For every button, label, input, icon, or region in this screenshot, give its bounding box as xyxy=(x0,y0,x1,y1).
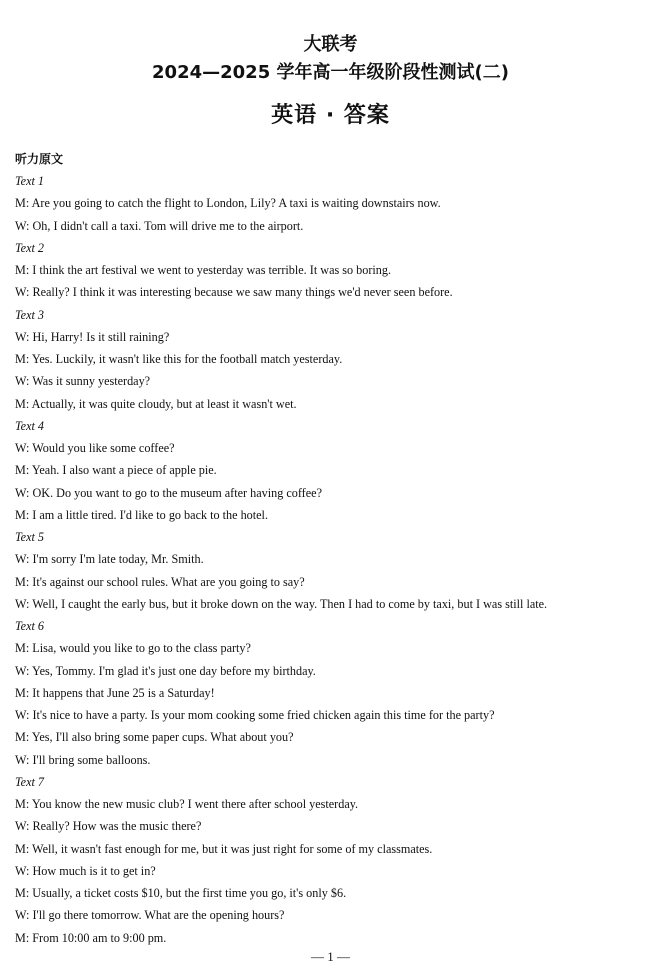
text-section-header: Text 7 xyxy=(15,774,45,789)
text-section-header: Text 3 xyxy=(15,307,45,322)
dialogue-line: M: Usually, a ticket costs $10, but the first time you go, it's only $6. xyxy=(15,886,347,900)
dialogue-line: W: Really? How was the music there? xyxy=(15,819,202,834)
dialogue-line: M: I think the art festival we went to yesterday was terrible. It was so boring. xyxy=(15,263,392,277)
dialogue-line: M: I am a little tired. I'd like to go back to the hotel. xyxy=(15,507,268,522)
dialogue-line: M: From 10:00 am to 9:00 pm. xyxy=(15,930,167,945)
dialogue-line: M: It happens that June 25 is a Saturday! xyxy=(15,685,215,700)
dialogue-line: M: Yes, I'll also bring some paper cups. What about you? xyxy=(15,730,294,745)
text-section-header: Text 4 xyxy=(15,418,45,433)
dialogue-line: W: Would you like some coffee? xyxy=(15,441,175,455)
dialogue-line: M: It's against our school rules. What are you going to say? xyxy=(15,574,305,589)
dialogue-line: M: Well, it wasn't fast enough for me, but it was just right for some of my classmates. xyxy=(15,841,433,856)
dialogue-line: W: OK. Do you want to go to the museum after having coffee? xyxy=(15,485,322,500)
text-section-header: Text 5 xyxy=(15,530,45,544)
dialogue-line: W: Yes, Tommy. I'm glad it's just one day before my birthday. xyxy=(15,663,316,678)
exam-title: 2024—2025 学年高一年级阶段性测试(二) xyxy=(152,62,509,83)
dialogue-line: W: Well, I caught the early bus, but it broke down on the way. Then I had to come by taxi, but I was still late. xyxy=(15,596,548,611)
dialogue-line: W: How much is it to get in? xyxy=(15,863,156,878)
text-section-header: Text 1 xyxy=(15,174,45,188)
dialogue-line: M: Yes. Luckily, it wasn't like this for the football match yesterday. xyxy=(15,352,343,366)
dialogue-line: W: Hi, Harry! Is it still raining? xyxy=(15,329,170,344)
section-title: 听力原文 xyxy=(15,152,64,166)
dialogue-line: M: Lisa, would you like to go to the class party? xyxy=(15,641,251,656)
transcript xyxy=(15,170,655,949)
text-section-header: Text 6 xyxy=(15,619,45,633)
dialogue-line: W: I'll go there tomorrow. What are the opening hours? xyxy=(15,908,285,923)
dialogue-line: M: Are you going to catch the flight to London, Lily? A taxi is waiting downstairs now. xyxy=(15,196,441,211)
page-number: — 1 — xyxy=(311,949,350,964)
dialogue-line: M: Actually, it was quite cloudy, but at least it wasn't wet. xyxy=(15,396,297,411)
dialogue-line: W: Was it sunny yesterday? xyxy=(15,374,151,389)
dialogue-line: W: I'm sorry I'm late today, Mr. Smith. xyxy=(15,552,204,567)
dialogue-line: W: Really? I think it was interesting because we saw many things we'd never seen before. xyxy=(15,285,453,300)
subject-title: 英语 · 答案 xyxy=(271,103,390,128)
text-section-header: Text 2 xyxy=(15,240,45,255)
dialogue-line: W: It's nice to have a party. Is your mom cooking some fried chicken again this time for the party? xyxy=(15,708,495,722)
exam-org-title: 大联考 xyxy=(303,34,358,55)
dialogue-line: W: Oh, I didn't call a taxi. Tom will drive me to the airport. xyxy=(15,218,304,233)
dialogue-line: M: Yeah. I also want a piece of apple pie. xyxy=(15,463,217,478)
dialogue-line: W: I'll bring some balloons. xyxy=(15,752,151,767)
dialogue-line: M: You know the new music club? I went there after school yesterday. xyxy=(15,797,359,811)
